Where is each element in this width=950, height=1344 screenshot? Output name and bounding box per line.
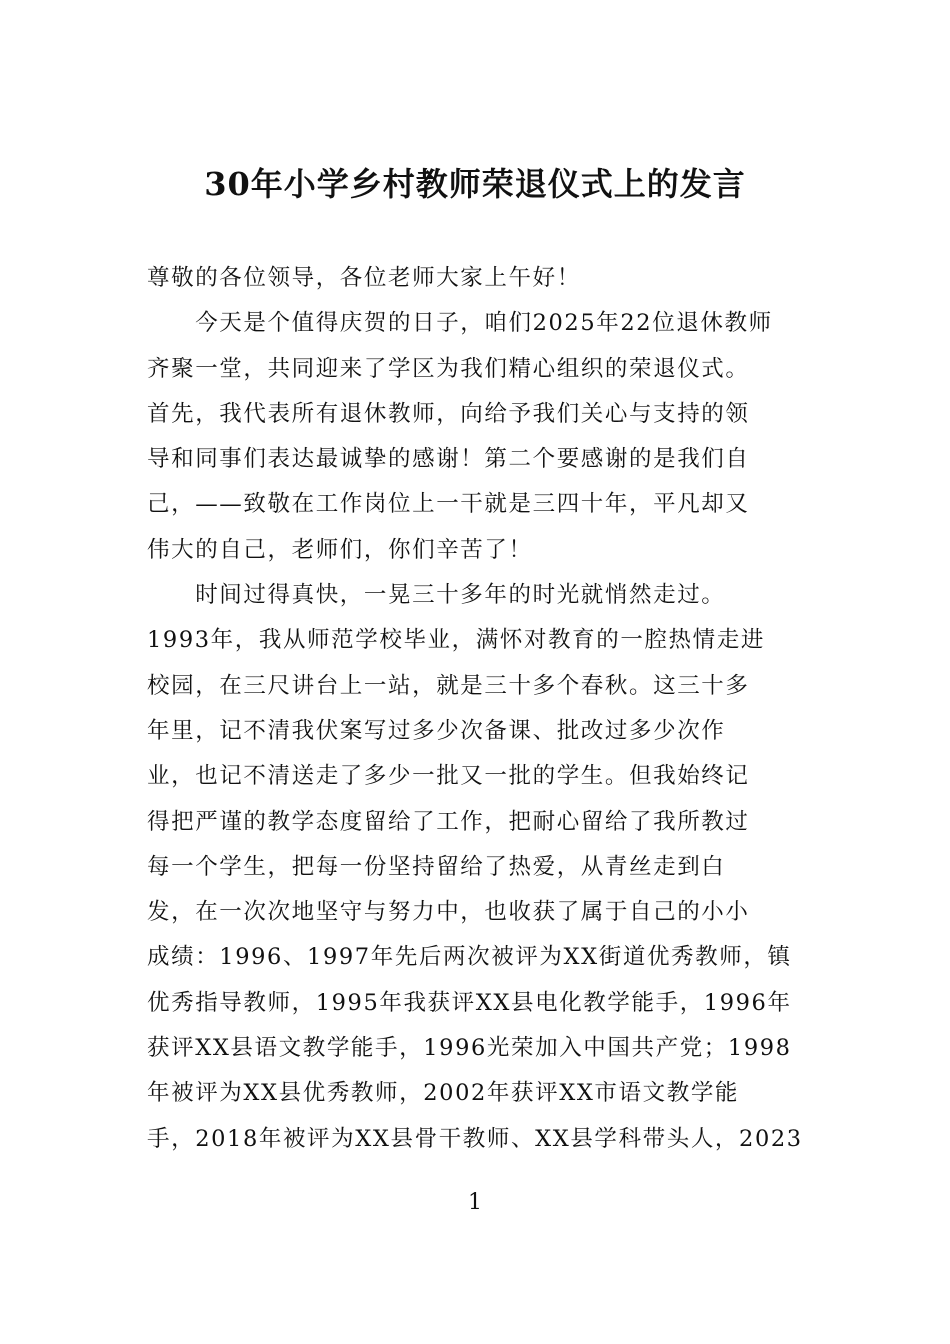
body-line: 年被评为XX县优秀教师，2002年获评XX市语文教学能 bbox=[147, 1080, 740, 1107]
body-line: 手，2018年被评为XX县骨干教师、XX县学科带头人，2023 bbox=[147, 1125, 803, 1152]
body-line: 优秀指导教师，1995年我获评XX县电化教学能手，1996年 bbox=[147, 989, 792, 1016]
body-line: 年里，记不清我伏案写过多少次备课、批改过多少次作 bbox=[147, 717, 726, 744]
body-line: 首先，我代表所有退休教师，向给予我们关心与支持的领 bbox=[147, 400, 750, 427]
body-line: 1993年，我从师范学校毕业，满怀对教育的一腔热情走进 bbox=[147, 627, 765, 654]
document-body bbox=[147, 256, 807, 1162]
body-line: 尊敬的各位领导，各位老师大家上午好！ bbox=[147, 265, 581, 291]
page-number: 1 bbox=[468, 1190, 482, 1215]
body-line: 齐聚一堂，共同迎来了学区为我们精心组织的荣退仪式。 bbox=[147, 355, 750, 382]
body-line: 每一个学生，把每一份坚持留给了热爱，从青丝走到白 bbox=[147, 853, 726, 880]
body-line: 获评XX县语文教学能手，1996光荣加入中国共产党；1998 bbox=[147, 1035, 792, 1062]
body-line: 今天是个值得庆贺的日子，咱们2025年22位退休教师 bbox=[147, 310, 773, 337]
body-line: 得把严谨的教学态度留给了工作，把耐心留给了我所教过 bbox=[147, 808, 750, 835]
document-title: 30年小学乡村教师荣退仪式上的发言 bbox=[204, 165, 746, 203]
body-line: 发，在一次次地坚守与努力中，也收获了属于自己的小小 bbox=[147, 899, 750, 926]
body-line: 时间过得真快，一晃三十多年的时光就悄然走过。 bbox=[147, 582, 726, 609]
body-line: 成绩：1996、1997年先后两次被评为XX街道优秀教师，镇 bbox=[147, 944, 792, 971]
body-line: 导和同事们表达最诚挚的感谢！第二个要感谢的是我们自 bbox=[147, 446, 750, 473]
body-line: 业，也记不清送走了多少一批又一批的学生。但我始终记 bbox=[147, 763, 750, 790]
body-line: 伟大的自己，老师们，你们辛苦了！ bbox=[147, 536, 533, 563]
body-line: 校园，在三尺讲台上一站，就是三十多个春秋。这三十多 bbox=[147, 672, 750, 699]
body-line: 己，——致敬在工作岗位上一干就是三四十年，平凡却又 bbox=[147, 491, 750, 518]
